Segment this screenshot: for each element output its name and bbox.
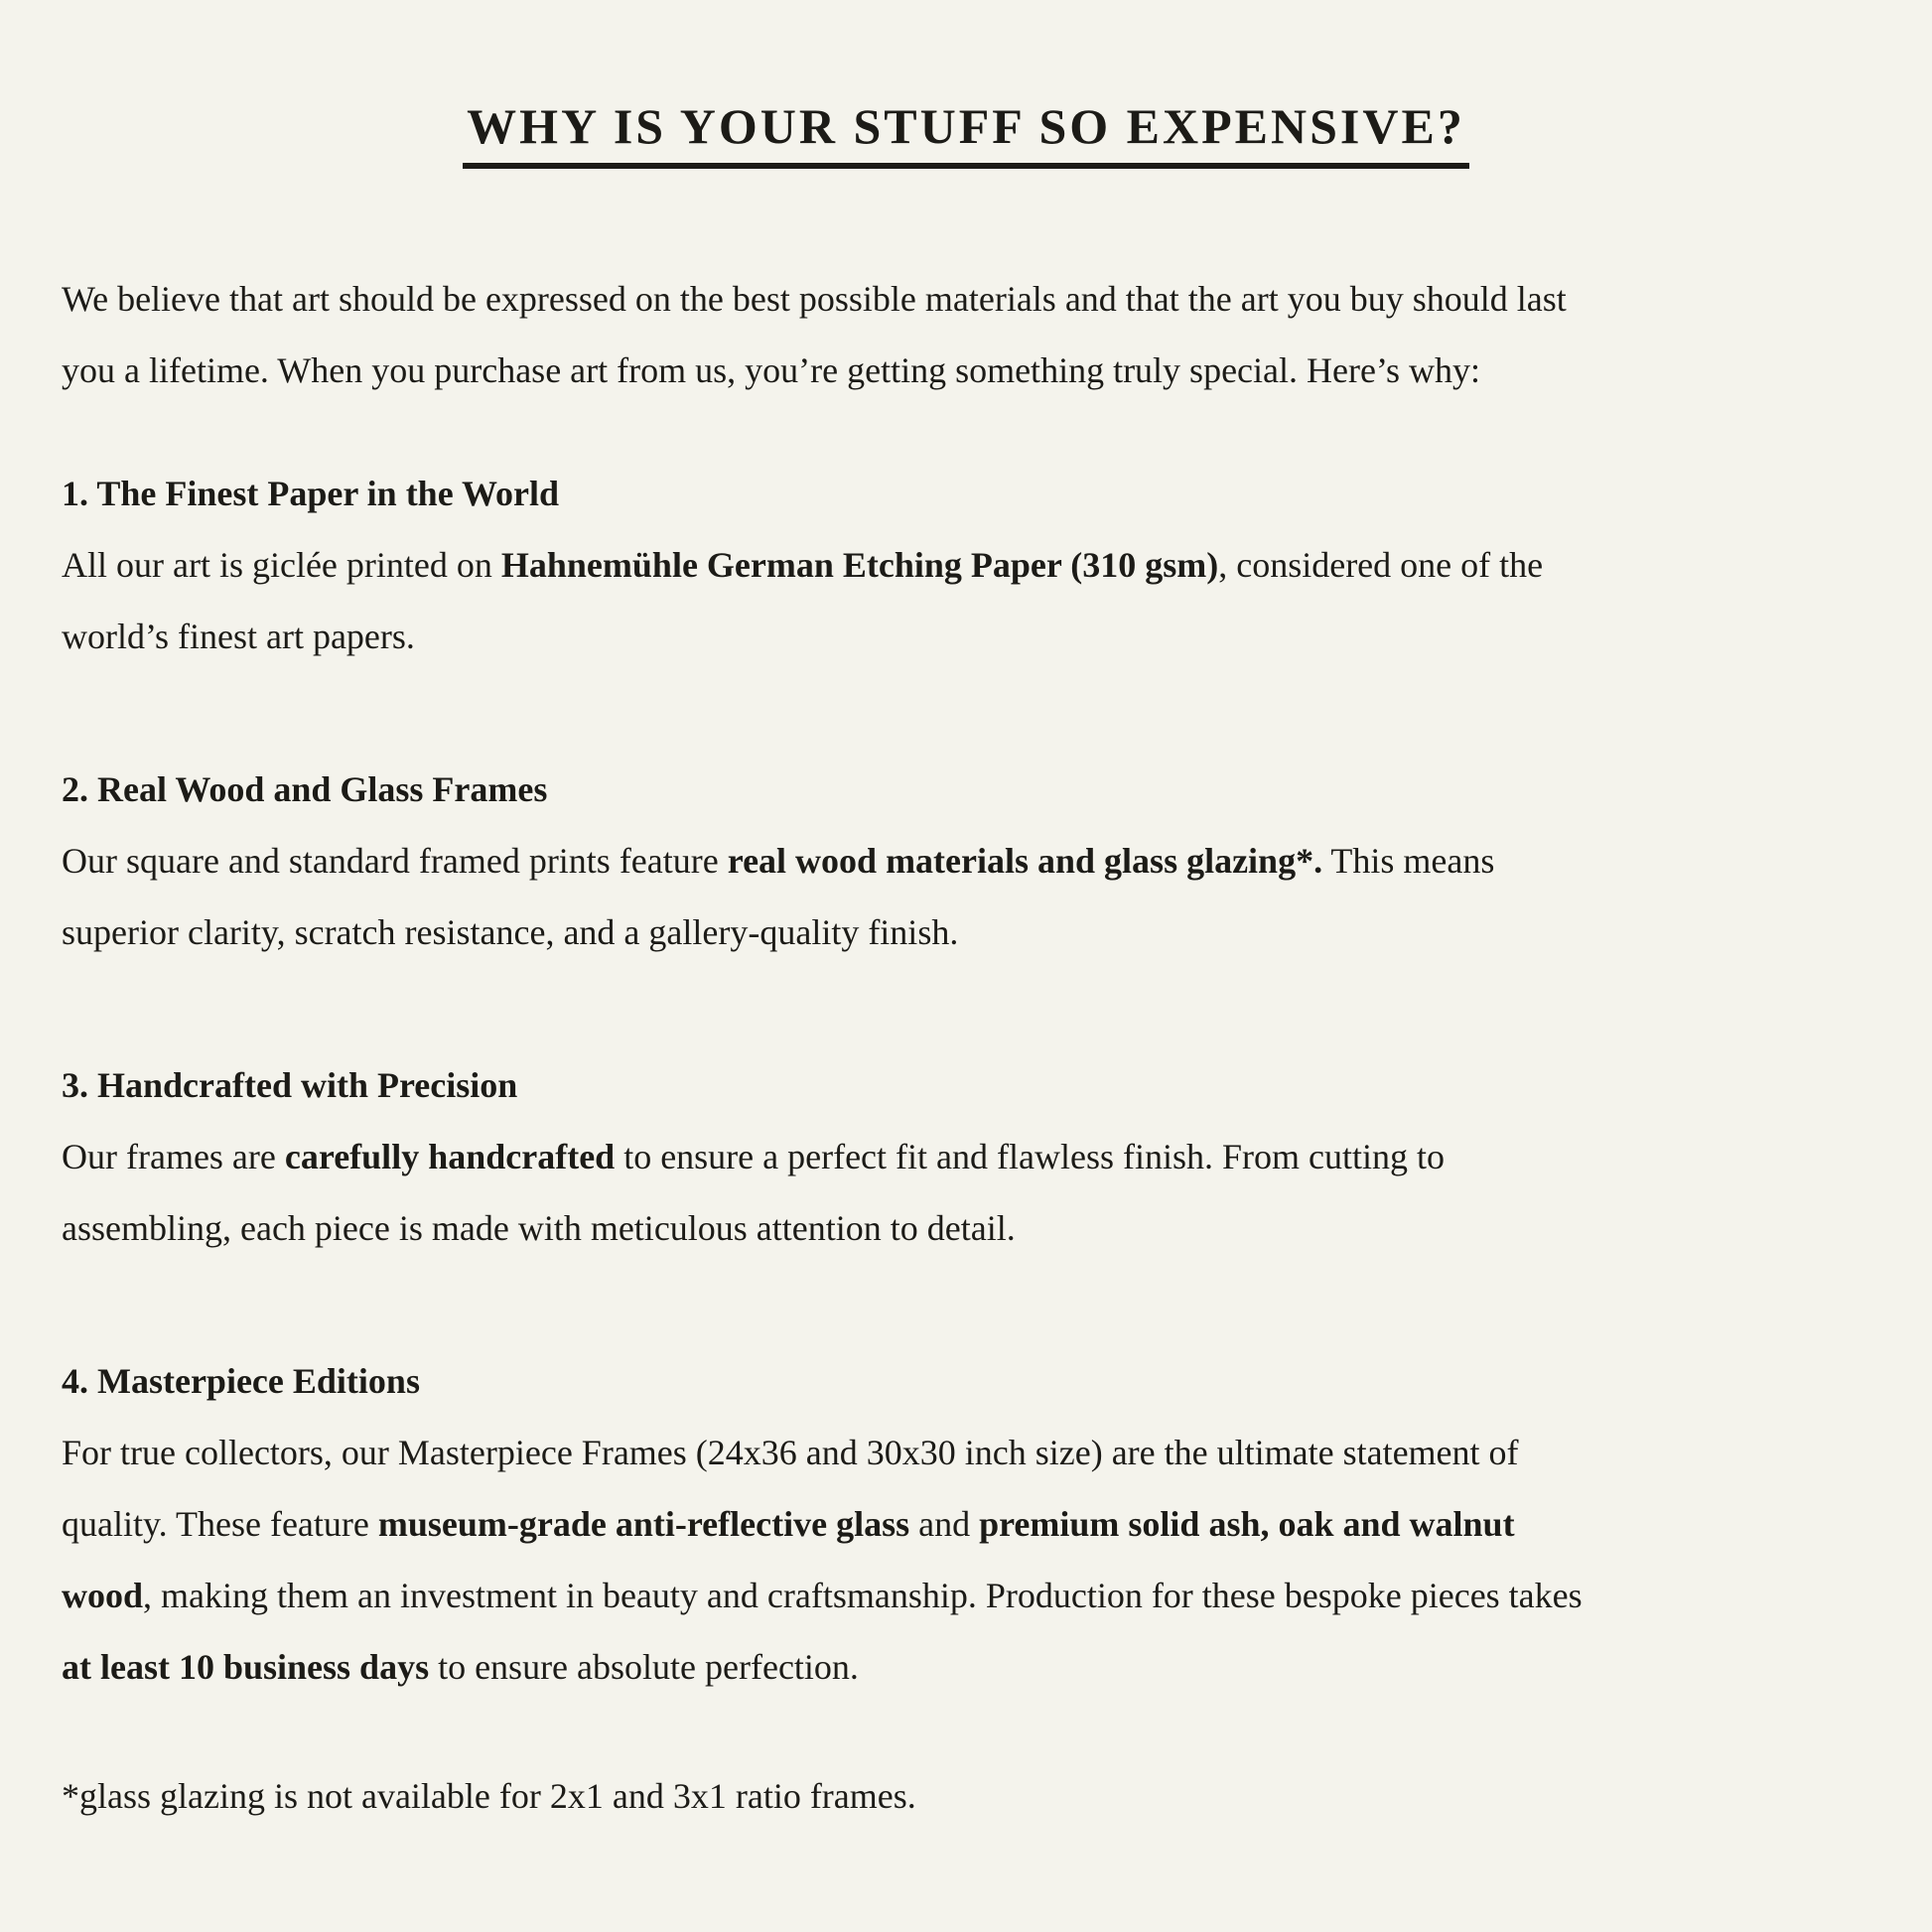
bold-text-segment: at least 10 business days bbox=[62, 1647, 430, 1687]
section-heading: 1. The Finest Paper in the World bbox=[62, 474, 560, 513]
text-segment: and bbox=[909, 1504, 980, 1544]
text-segment: Our frames are bbox=[62, 1137, 285, 1176]
text-segment: , making them an investment in beauty and craftsmanship. Production for these bespoke pieces takes bbox=[143, 1576, 1583, 1615]
bold-text-segment: premium solid ash, oak and walnut wood bbox=[62, 1504, 1515, 1615]
footnote: *glass glazing is not available for 2x1 and 3x1 ratio frames. bbox=[62, 1776, 916, 1816]
section-masterpiece-editions bbox=[62, 1345, 1870, 1703]
bold-text-segment: real wood materials and glass glazing*. bbox=[727, 841, 1323, 881]
bold-text-segment: museum-grade anti-reflective glass bbox=[377, 1504, 910, 1544]
section-heading: 2. Real Wood and Glass Frames bbox=[62, 769, 548, 809]
text-segment: , considered one of the world’s finest art papers. bbox=[62, 545, 1544, 656]
text-segment: Our square and standard framed prints feature bbox=[62, 841, 728, 881]
bold-text-segment: Hahnemühle German Etching Paper (310 gsm) bbox=[500, 545, 1219, 585]
text-segment: to ensure absolute perfection. bbox=[429, 1647, 859, 1687]
section-body bbox=[62, 825, 1610, 968]
text-segment: For true collectors, our Masterpiece Frames (24x36 and 30x30 inch size) are the ultimate statement of quality. These feature bbox=[62, 1433, 1519, 1544]
section-body bbox=[62, 1121, 1610, 1264]
page-title bbox=[62, 99, 1870, 169]
section-finest-paper bbox=[62, 458, 1870, 672]
section-heading: 4. Masterpiece Editions bbox=[62, 1361, 420, 1401]
page-title-text: WHY IS YOUR STUFF SO EXPENSIVE? bbox=[463, 99, 1469, 169]
section-wood-glass-frames bbox=[62, 754, 1870, 968]
bold-text-segment: carefully handcrafted bbox=[284, 1137, 616, 1176]
text-segment: to ensure a perfect fit and flawless finish. From cutting to assembling, each piece is made with meticulous attention to detail. bbox=[62, 1137, 1445, 1248]
text-segment: All our art is giclée printed on bbox=[62, 545, 501, 585]
section-body bbox=[62, 1417, 1610, 1703]
section-heading: 3. Handcrafted with Precision bbox=[62, 1065, 518, 1105]
section-handcrafted bbox=[62, 1049, 1870, 1264]
text-segment: This means superior clarity, scratch resistance, and a gallery-quality finish. bbox=[62, 841, 1495, 952]
section-body bbox=[62, 529, 1610, 672]
intro-paragraph: We believe that art should be expressed on the best possible materials and that the art you buy should last you a lifetime. When you purchase art from us, you’re getting something truly special. Here’s why: bbox=[62, 279, 1567, 390]
